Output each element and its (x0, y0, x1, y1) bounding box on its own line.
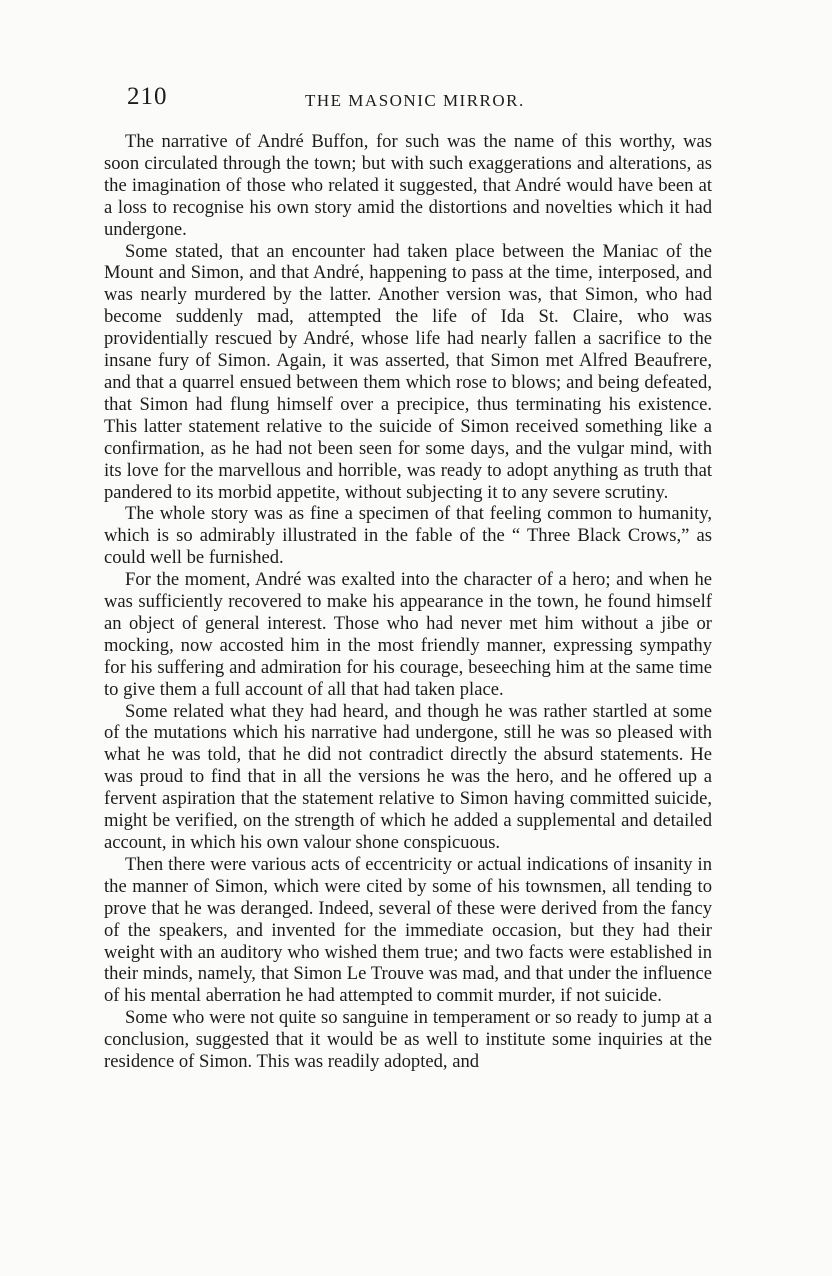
paragraph: The whole story was as fine a specimen of that feeling common to humanity, which is so admirably illustrated in the fable of the “ Three Black Crows,” as could well be furnished. (104, 503, 712, 569)
paragraph: Then there were various acts of eccentricity or actual indications of insanity in the manner of Simon, which were cited by some of his townsmen, all tending to prove that he was deranged. Indeed, several of these were derived from the fancy of the speakers, and invented for the immediate occasion, but they had their weight with an auditory who wished them true; and two facts were established in their minds, namely, that Simon Le Trouve was mad, and that under the influence of his mental aberration he had attempted to commit murder, if not suicide. (104, 853, 712, 1007)
page-header (127, 83, 727, 123)
running-head: THE MASONIC MIRROR. (305, 91, 525, 110)
paragraph: For the moment, André was exalted into the character of a hero; and when he was sufficiently recovered to make his appearance in the town, he found himself an object of general interest. Those who had never met him without a jibe or mocking, now accosted him in the most friendly manner, expressing sympathy for his suffering and admiration for his courage, beseeching him at the same time to give them a full account of all that had taken place. (104, 569, 712, 700)
paragraph: Some who were not quite so sanguine in temperament or so ready to jump at a conclusion, suggested that it would be as well to institute some inquiries at the residence of Simon. This was readily adopted, and (104, 1007, 712, 1073)
page-body (104, 131, 712, 1073)
paragraph: Some stated, that an encounter had taken place between the Maniac of the Mount and Simon, and that André, happening to pass at the time, interposed, and was nearly murdered by the latter. Another version was, that Simon, who had become suddenly mad, attempted the life of Ida St. Claire, who was providentially rescued by André, whose life had nearly fallen a sacrifice to the insane fury of Simon. Again, it was asserted, that Simon met Alfred Beaufrere, and that a quarrel ensued between them which rose to blows; and being defeated, that Simon had flung himself over a precipice, thus terminating his existence. This latter statement relative to the suicide of Simon received something like a confirmation, as he had not been seen for some days, and the vulgar mind, with its love for the marvellous and horrible, was ready to adopt anything as truth that pandered to its morbid appetite, without subjecting it to any severe scrutiny. (104, 240, 712, 503)
paragraph: The narrative of André Buffon, for such was the name of this worthy, was soon circulated through the town; but with such exaggerations and alterations, as the imagination of those who related it suggested, that André would have been at a loss to recognise his own story amid the distortions and novelties which it had undergone. (104, 131, 712, 240)
paragraph: Some related what they had heard, and though he was rather startled at some of the mutations which his narrative had undergone, still he was so pleased with what he was told, that he did not contradict directly the absurd statements. He was proud to find that in all the versions he was the hero, and he offered up a fervent aspiration that the statement relative to Simon having committed suicide, might be verified, on the strength of which he added a supplemental and detailed account, in which his own valour shone conspicuous. (104, 700, 712, 853)
page-number: 210 (127, 83, 168, 110)
